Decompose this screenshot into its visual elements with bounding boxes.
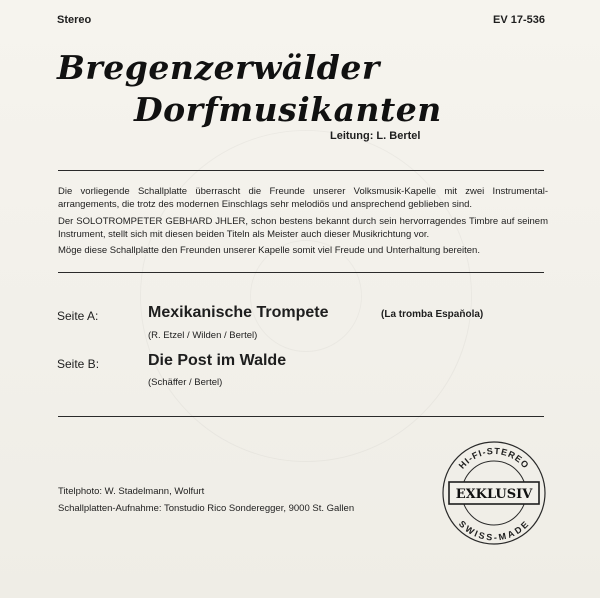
side-a-label: Seite A: [57, 309, 99, 323]
logo-top-arc-text: HI-FI-STEREO [456, 445, 532, 471]
catalog-number: EV 17-536 [493, 14, 545, 26]
side-a-credits: (R. Etzel / Wilden / Bertel) [148, 330, 258, 341]
description-paragraph-3: Möge diese Schallplatte den Freunden unserer Kapelle somit viel Freude und Unterhaltung bereiten. [58, 245, 480, 256]
photo-credit: Titelphoto: W. Stadelmann, Wolfurt [58, 486, 205, 497]
side-a-subtitle: (La tromba Espaňola) [381, 309, 484, 320]
recording-credit: Schallplatten-Aufnahme: Tonstudio Rico Sonderegger, 9000 St. Gallen [58, 503, 355, 514]
band-name-line1: Bregenzerwälder [57, 48, 380, 87]
divider-top [58, 170, 544, 171]
description-paragraph-1: Die vorliegende Schallplatte überrascht die Freunde unserer Volksmusik-Kapelle mit zwei Instrumental-arrangements, die trotz des modernen Einschlags sehr melodiös und ansprechend geblieben sind. [58, 186, 548, 210]
description-paragraph-2: Der SOLOTROMPETER GEBHARD JHLER, schon bestens bekannt durch sein hervorragendes Timbre auf seinem Instrument, stellt sich mit diesen beiden Titeln als Meister auch dieser Musikrichtung vor. [58, 216, 548, 240]
divider-bottom [58, 416, 544, 417]
logo-bottom-arc-text: SWISS-MADE [456, 518, 532, 543]
divider-middle [58, 272, 544, 273]
band-leader: Leitung: L. Bertel [330, 130, 421, 142]
side-a-title: Mexikanische Trompete [148, 304, 329, 321]
svg-text:SWISS-MADE [457, 519, 531, 543]
side-b-title: Die Post im Walde [148, 352, 287, 369]
logo-brand-text: EXKLUSIV [455, 487, 533, 502]
format-label: Stereo [57, 14, 92, 26]
side-b-credits: (Schäffer / Bertel) [148, 377, 223, 388]
band-name-line2: Dorfmusikanten [134, 90, 442, 129]
side-b-label: Seite B: [57, 357, 100, 371]
exklusiv-logo-icon [441, 440, 547, 546]
